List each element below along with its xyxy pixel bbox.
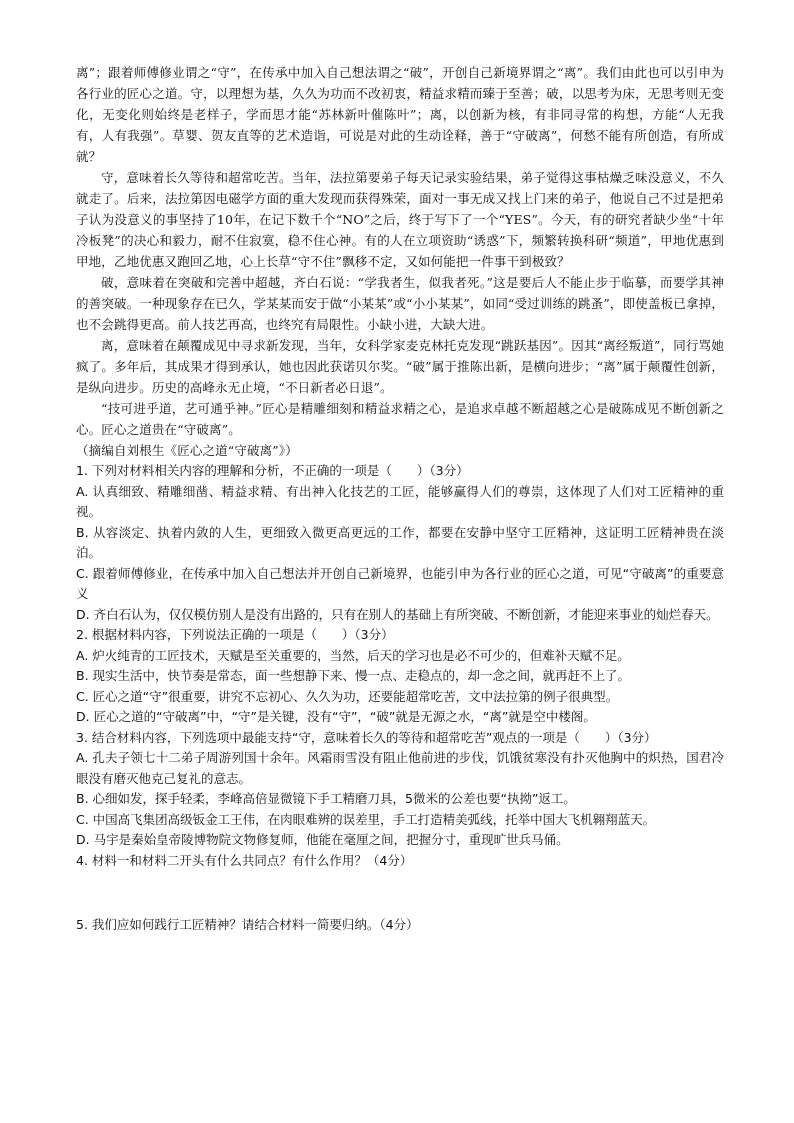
- option-b: B. 现实生活中，快节奏是常态，面一些想静下来、慢一点、走稳点的，却一念之间，就再赶不上了。: [76, 668, 631, 683]
- passage-paragraph-3: 破，意味着在突破和完善中超越，齐白石说：“学我者生，似我者死。”这是要后人不能止步于临摹，而要学其神的善突破。一种现象存在已久，学某某而安于做“小某某”或“小小某某”，如同“受过训练的跳蚤”，即使盖板已拿掉，也不会跳得更高。前人技艺再高，也终究有局限性。小缺小进，大缺大进。: [76, 275, 724, 332]
- option-a: A. 认真细致、精雕细凿、精益求精、有出神入化技艺的工匠，能够赢得人们的尊崇，这体现了人们对工匠精神的重视。: [76, 483, 724, 519]
- passage-paragraph-2: 守，意味着长久等待和超常吃苦。当年，法拉第要弟子每天记录实验结果，弟子觉得这事枯燥乏味没意义，不久就走了。后来，法拉第因电磁学方面的重大发现而获得殊荣，面对一事无成又找上门来的弟子，他说自己不过是把弟子认为没意义的事坚持了10年，在记下数千个“NO”之后，终于写下了一个“YES”。今天，有的研究者缺少坐“十年冷板凳”的决心和毅力，耐不住寂寞，稳不住心神。有的人在立项资助“诱惑”下，频繁转换科研“频道”，甲地优惠到甲地，乙地优惠又跑回乙地，心上长草“守不住”飘移不定，又如何能把一件事干到极致？: [76, 170, 724, 269]
- passage-paragraph-4: 离，意味着在颠覆成见中寻求新发现，当年，女科学家麦克林托克发现“跳跃基因”。因其“离经叛道”，同行骂她疯了。多年后，其成果才得到承认，她也因此获诺贝尔奖。“破”属于推陈出新，是横向进步；“离”属于颠覆性创新，是纵向进步。历史的高峰永无止境，“不日新者必日退”。: [76, 338, 724, 395]
- question-stem: 1. 下列对材料相关内容的理解和分析，不正确的一项是（ ）（3分）: [76, 463, 469, 478]
- question-stem: 4. 材料一和材料二开头有什么共同点？有什么作用？（4分）: [76, 852, 413, 868]
- question-2: [76, 625, 724, 728]
- question-stem: 5. 我们应如何践行工匠精神？请结合材料一简要归纳。（4分）: [76, 917, 419, 932]
- exam-page: [76, 62, 724, 936]
- question-stem: 2. 根据材料内容，下列说法正确的一项是（ ）（3分）: [76, 627, 394, 642]
- passage-source: （摘编自刘根生《匠心之道“守破离”》）: [76, 443, 298, 458]
- option-b: B. 心细如发，探手轻柔，李峰高倍显微镜下手工精磨刀具，5微米的公差也要“执拗”返工。: [76, 791, 576, 806]
- question-1: [76, 461, 724, 625]
- question-3: [76, 728, 724, 851]
- question-5: [76, 915, 724, 936]
- reading-passage: [76, 62, 724, 461]
- question-4: [76, 851, 724, 916]
- passage-paragraph-5: “技可进乎道，艺可通乎神。”匠心是精雕细刻和精益求精之心，是追求卓越不断超越之心是破陈成见不断创新之心。匠心之道贵在“守破离”。: [76, 401, 724, 437]
- option-c: C. 中国高飞集团高级钣金工王伟，在肉眼难辨的误差里，手工打造精美弧线，托举中国大飞机翱翔蓝天。: [76, 811, 656, 827]
- answer-space: [76, 871, 724, 915]
- option-d: D. 马宇是秦始皇帝陵博物院文物修复师，他能在毫厘之间，把握分寸，重现旷世兵马俑。: [76, 832, 569, 847]
- option-b: B. 从容淡定、执着内敛的人生，更细致入微更高更远的工作，都要在安静中坚守工匠精神，这证明工匠精神贵在淡泊。: [76, 524, 724, 560]
- option-d: D. 匠心之道的“守破离”中，“守”是关键，没有“守”，“破”就是无源之水，“离”就是空中楼阁。: [76, 709, 596, 724]
- question-stem: 3. 结合材料内容，下列选项中最能支持“守，意味着长久的等待和超常吃苦”观点的一项是（ ）（3分）: [76, 729, 657, 745]
- option-c: C. 跟着师傅修业，在传承中加入自己想法并开创自己新境界，也能引申为各行业的匠心之道，可见“守破离”的重要意义: [76, 565, 724, 601]
- passage-paragraph-1: 离”；跟着师傅修业谓之“守”，在传承中加入自己想法谓之“破”，开创自己新境界谓之“离”。我们由此也可以引申为各行业的匠心之道。守，以理想为基，久久为功而不改初衷，精益求精而臻于至善；破，以思考为床，无思考则无变化，无变化则始终是老样子，学而思才能“苏林新叶催陈叶”；离，以创新为核，有非同寻常的构想，方能“人无我有，人有我强”。草婴、贺友直等的艺术造诣，可说是对此的生动诠释，善于“守破离”，何愁不能有所创造，有所成就？: [76, 65, 724, 164]
- option-c: C. 匠心之道“守”很重要，讲究不忘初心、久久为功，还要能超常吃苦，文中法拉第的例子很典型。: [76, 688, 619, 704]
- option-a: A. 孔夫子领七十二弟子周游列国十余年。风霜雨雪没有阻止他前进的步伐，饥饿贫寒没有扑灭他胸中的炽热，国君冷眼没有磨灭他克己复礼的意志。: [76, 750, 724, 786]
- option-d: D. 齐白石认为，仅仅模仿别人是没有出路的，只有在别人的基础上有所突破、不断创新，才能迎来事业的灿烂春天。: [76, 606, 719, 622]
- option-a: A. 炉火纯青的工匠技术，天赋是至关重要的，当然，后天的学习也是必不可少的，但难补天赋不足。: [76, 647, 630, 663]
